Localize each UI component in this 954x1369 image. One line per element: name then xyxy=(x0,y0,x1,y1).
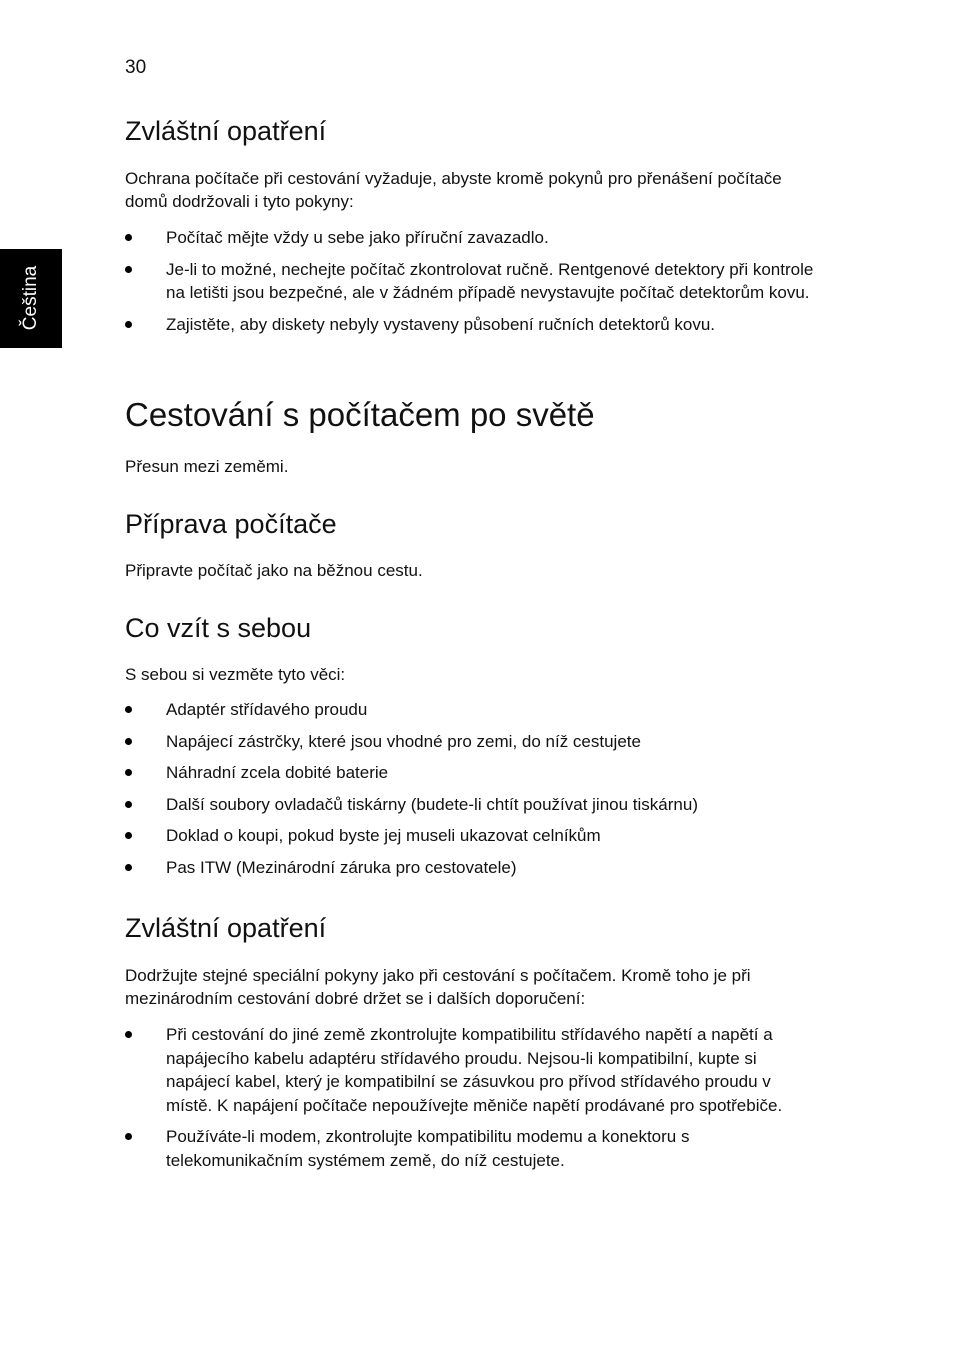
section-heading: Co vzít s sebou xyxy=(125,613,312,643)
list-item-text: Počítač mějte vždy u sebe jako příruční zavazadlo. xyxy=(166,228,549,247)
list-item xyxy=(125,761,815,785)
section1-intro-block xyxy=(125,167,805,213)
chapter-title: Cestování s počítačem po světě xyxy=(125,396,595,433)
list-item xyxy=(125,730,815,754)
list-item xyxy=(125,1023,815,1117)
bullet-icon xyxy=(125,1031,132,1038)
section-special-precautions-1 xyxy=(125,115,815,147)
section-heading: Příprava počítače xyxy=(125,509,337,539)
language-tab xyxy=(0,249,62,348)
bullet-icon xyxy=(125,832,132,839)
list-item-text: Používáte-li modem, zkontrolujte kompatibilitu modemu a konektoru s telekomunikačním systémem země, do níž cestujete. xyxy=(166,1127,690,1170)
bullet-list xyxy=(125,698,815,879)
bullet-list xyxy=(125,1023,815,1172)
list-item xyxy=(125,313,815,337)
section4-intro-block xyxy=(125,964,815,1010)
list-item-text: Adaptér střídavého proudu xyxy=(166,700,368,719)
language-tab-label: Čeština xyxy=(20,265,41,331)
list-item-text: Náhradní zcela dobité baterie xyxy=(166,763,389,782)
section-intro: Ochrana počítače při cestování vyžaduje, abyste kromě pokynů pro přenášení počítače domů dodržovali i tyto pokyny: xyxy=(125,169,782,211)
bullet-icon xyxy=(125,706,132,713)
section-intro: S sebou si vezměte tyto věci: xyxy=(125,665,346,684)
chapter-intro-block xyxy=(125,455,815,478)
section3-intro-block xyxy=(125,663,815,686)
chapter-intro: Přesun mezi zeměmi. xyxy=(125,457,289,476)
list-item-text: Další soubory ovladačů tiskárny (budete-li chtít používat jinou tiskárnu) xyxy=(166,794,698,814)
list-item-text: Pas ITW (Mezinárodní záruka pro cestovatele) xyxy=(166,857,517,877)
list-item xyxy=(125,793,815,817)
list-item xyxy=(125,698,815,722)
section-heading: Zvláštní opatření xyxy=(125,116,327,146)
section-special-precautions-2 xyxy=(125,912,815,944)
section-text: Připravte počítač jako na běžnou cestu. xyxy=(125,561,423,580)
bullet-icon xyxy=(125,801,132,808)
bullet-icon xyxy=(125,1133,132,1140)
section2-text-block xyxy=(125,559,815,582)
list-item-text: Napájecí zástrčky, které jsou vhodné pro zemi, do níž cestujete xyxy=(166,731,641,751)
list-item xyxy=(125,856,815,880)
bullet-list xyxy=(125,226,815,336)
section1-bullets-block xyxy=(125,226,815,344)
list-item-text: Zajistěte, aby diskety nebyly vystaveny působení ručních detektorů kovu. xyxy=(166,314,716,334)
section4-bullets-block xyxy=(125,1023,815,1180)
bullet-icon xyxy=(125,266,132,273)
bullet-icon xyxy=(125,738,132,745)
bullet-icon xyxy=(125,234,132,241)
bullet-icon xyxy=(125,864,132,871)
list-item xyxy=(125,258,815,305)
section3-bullets-block xyxy=(125,698,815,887)
chapter-heading-block xyxy=(125,396,815,434)
section-heading: Zvláštní opatření xyxy=(125,913,327,943)
bullet-icon xyxy=(125,321,132,328)
list-item xyxy=(125,824,815,848)
page-number: 30 xyxy=(125,57,147,78)
list-item xyxy=(125,226,815,250)
list-item xyxy=(125,1125,815,1172)
list-item-text: Při cestování do jiné země zkontrolujte kompatibilitu střídavého napětí a napětí a napájecího kabelu adaptéru střídavého proudu. Nejsou-li kompatibilní, kupte si napájecí kabel, který je kompatibilní se zásuvkou pro přívod střídavého proudu v místě. K napájení počítače nepoužívejte měniče napětí prodávané pro spotřebiče. xyxy=(166,1025,783,1115)
list-item-text: Doklad o koupi, pokud byste jej museli ukazovat celníkům xyxy=(166,826,601,845)
section-intro: Dodržujte stejné speciální pokyny jako při cestování s počítačem. Kromě toho je při mezinárodním cestování dobré držet se i dalších doporučení: xyxy=(125,966,751,1008)
bullet-icon xyxy=(125,769,132,776)
section-preparation xyxy=(125,508,815,540)
list-item-text: Je-li to možné, nechejte počítač zkontrolovat ručně. Rentgenové detektory při kontrole na letišti jsou bezpečné, ale v žádném případě nevystavujte počítač detektorům kovu. xyxy=(166,259,814,302)
section-what-to-take xyxy=(125,612,815,644)
